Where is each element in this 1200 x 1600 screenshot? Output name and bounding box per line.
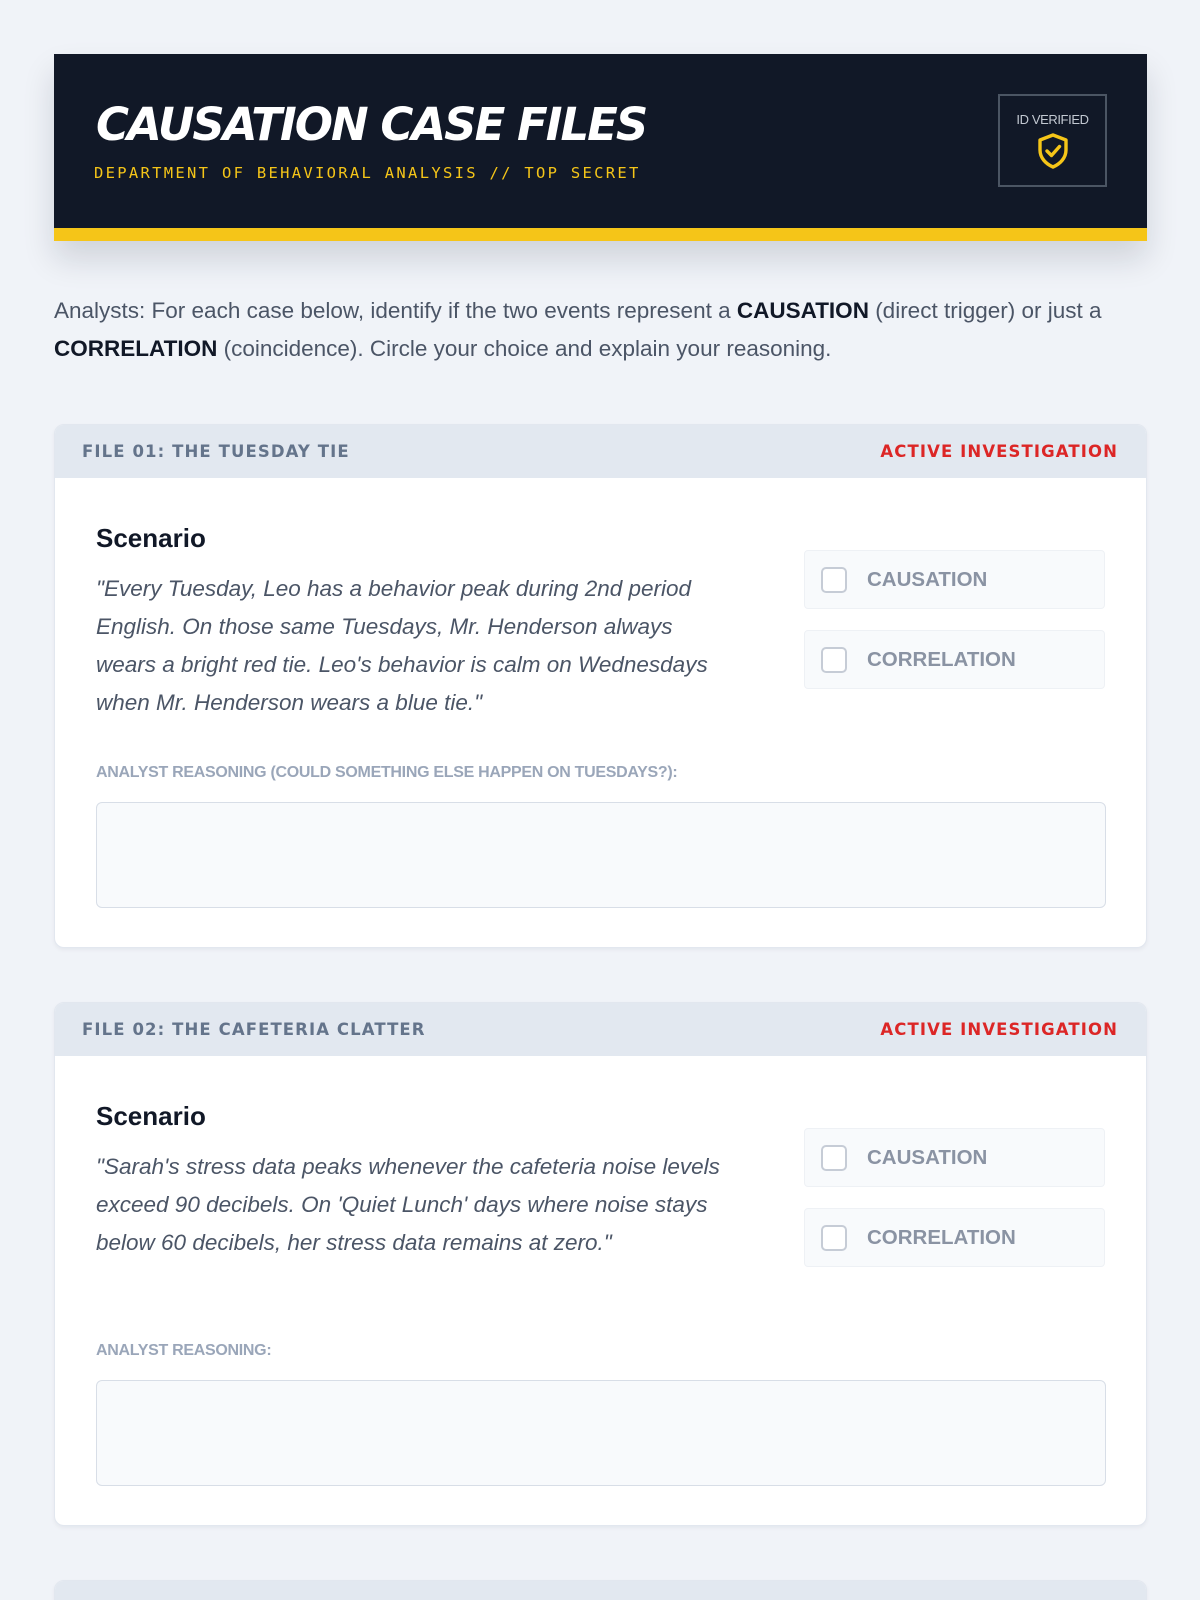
- reasoning-label: ANALYST REASONING:: [96, 1342, 272, 1359]
- id-badge-label: ID VERIFIED: [1016, 112, 1089, 127]
- correlation-label: CORRELATION: [867, 1225, 1016, 1249]
- status-badge: ACTIVE INVESTIGATION: [880, 442, 1118, 461]
- causation-checkbox[interactable]: [821, 1145, 847, 1171]
- correlation-label: CORRELATION: [867, 647, 1016, 671]
- intro-text-3: (coincidence). Circle your choice and explain your reasoning.: [217, 336, 832, 361]
- case-card-header: [55, 1581, 1146, 1600]
- causation-checkbox[interactable]: [821, 567, 847, 593]
- instructions: [54, 292, 1154, 368]
- scenario-text: "Every Tuesday, Leo has a behavior peak during 2nd period English. On those same Tuesdays, Mr. Henderson always wears a bright red tie. Leo's behavior is calm on Wednesdays when Mr. Henderson wears a blue tie.": [96, 576, 708, 715]
- correlation-term: CORRELATION: [54, 336, 218, 361]
- case-card-01: [54, 424, 1147, 948]
- case-card-header: [55, 1003, 1146, 1056]
- scenario-heading: Scenario: [96, 523, 206, 553]
- reasoning-input[interactable]: [96, 802, 1106, 908]
- shield-check-icon: [1036, 132, 1070, 170]
- intro-text-1: Analysts: For each case below, identify if the two events represent a: [54, 298, 737, 323]
- page-title: CAUSATION CASE FILES: [96, 98, 647, 151]
- case-file-title: FILE 02: THE CAFETERIA CLATTER: [82, 1020, 426, 1039]
- causation-term: CAUSATION: [736, 298, 869, 323]
- case-card-02: [54, 1002, 1147, 1526]
- correlation-option[interactable]: [804, 630, 1105, 689]
- case-file-title: FILE 01: THE TUESDAY TIE: [82, 442, 350, 461]
- status-badge: ACTIVE INVESTIGATION: [880, 1020, 1118, 1039]
- case-card-03: [54, 1580, 1147, 1600]
- reasoning-label: ANALYST REASONING (COULD SOMETHING ELSE HAPPEN ON TUESDAYS?):: [96, 764, 678, 781]
- causation-label: CAUSATION: [867, 567, 988, 591]
- correlation-checkbox[interactable]: [821, 647, 847, 673]
- case-files-header: [54, 54, 1147, 241]
- correlation-checkbox[interactable]: [821, 1225, 847, 1251]
- case-card-header: [55, 425, 1146, 478]
- causation-label: CAUSATION: [867, 1145, 988, 1169]
- causation-option[interactable]: [804, 550, 1105, 609]
- id-verified-badge: [998, 94, 1107, 187]
- scenario-text: "Sarah's stress data peaks whenever the cafeteria noise levels exceed 90 decibels. On 'Quiet Lunch' days where noise stays below 60 decibels, her stress data remains at zero.": [96, 1154, 720, 1255]
- reasoning-input[interactable]: [96, 1380, 1106, 1486]
- scenario-heading: Scenario: [96, 1101, 206, 1131]
- causation-option[interactable]: [804, 1128, 1105, 1187]
- department-subtitle: DEPARTMENT OF BEHAVIORAL ANALYSIS // TOP SECRET: [94, 164, 641, 182]
- intro-text-2: (direct trigger) or just a: [868, 298, 1102, 323]
- correlation-option[interactable]: [804, 1208, 1105, 1267]
